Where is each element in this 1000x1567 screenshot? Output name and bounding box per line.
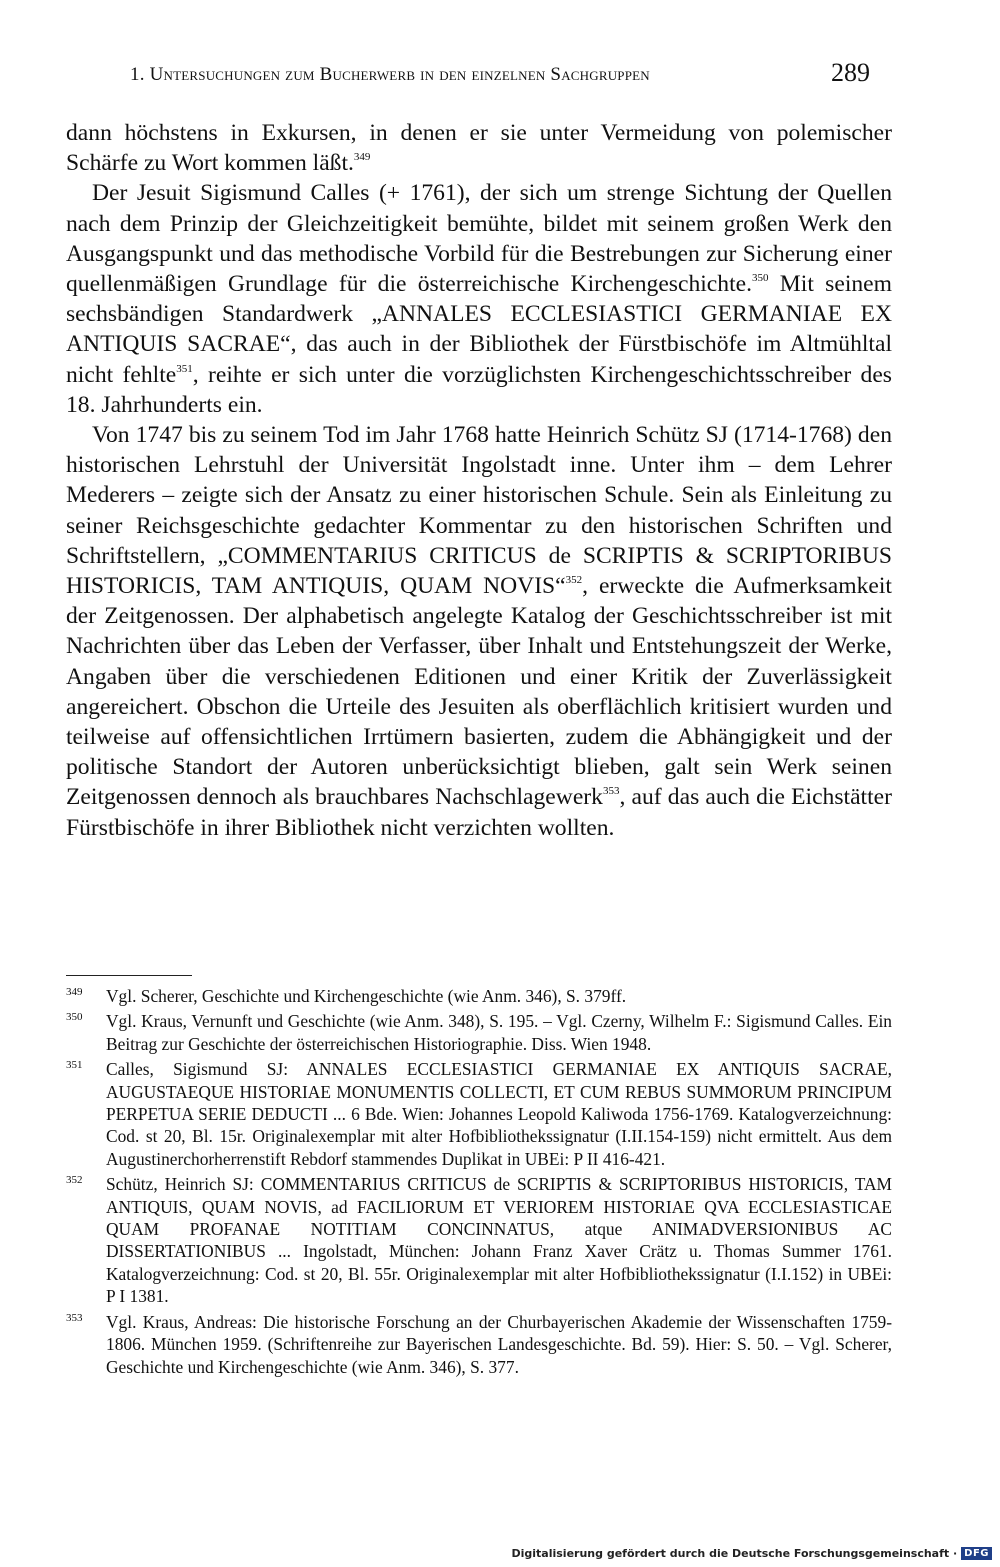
footnote-ref: 353 (602, 785, 620, 798)
paragraph-1 (66, 118, 892, 178)
footnote-text: Schütz, Heinrich SJ: COMMENTARIUS CRITICUS de SCRIPTIS & SCRIPTORIBUS HISTORICIS, TAM ANTIQUIS, QUAM NOVIS, ad FACILIORUM ET VERIOREM HISTORIAE QVA ECCLESIASTICAE QUAM PROFANAE NOTITIAM CONCINNATUS, atque ANIMADVERSIONIBUS AC DISSERTATIONIBUS ... Ingolstadt, München: Johann Franz Xaver Crätz u. Thomas Summer 1761. Katalogverzeichnung: Cod. st 20, Bl. 55r. Originalexemplar mit alter Hofbibliothekssignatur (I.I.152) in UBEi: P I 1381. (106, 1174, 892, 1307)
footnotes (66, 985, 892, 1381)
paragraph-text: dann höchstens in Exkursen, in denen er sie unter Vermeidung von polemischer Schärfe zu Wort kommen läßt. (66, 120, 892, 177)
footnote-ref: 351 (176, 362, 193, 375)
footnote-number: 352 (66, 1174, 83, 1187)
dfg-logo: DFG (961, 1547, 992, 1560)
paragraph-3 (66, 420, 892, 843)
running-header (130, 58, 870, 92)
footnote-ref: 352 (565, 574, 583, 587)
footnote-divider (66, 975, 192, 976)
footnote-text: Vgl. Kraus, Vernunft und Geschichte (wie Anm. 348), S. 195. – Vgl. Czerny, Wilhelm F.: Sigismund Calles. Ein Beitrag zur Geschichte der österreichischen Historiographie. Diss. Wien 1948. (106, 1011, 892, 1054)
footnote-text: Vgl. Scherer, Geschichte und Kirchengeschichte (wie Anm. 346), S. 379ff. (106, 986, 627, 1006)
credit-text: Digitalisierung gefördert durch die Deutsche Forschungsgemeinschaft · (511, 1546, 958, 1560)
footnote-ref: 349 (353, 151, 371, 164)
paragraph-2 (66, 178, 892, 420)
footnote-number: 351 (66, 1059, 83, 1072)
main-text (66, 118, 892, 843)
footnote-number: 350 (66, 1011, 83, 1024)
footnote-349 (66, 985, 892, 1007)
footnote-number: 349 (66, 986, 83, 998)
footnote-353 (66, 1311, 892, 1378)
footnote-number: 353 (66, 1311, 83, 1324)
footnote-351 (66, 1058, 892, 1170)
footnote-text: Calles, Sigismund SJ: ANNALES ECCLESIASTICI GERMANIAE EX ANTIQUIS SACRAE, AUGUSTAEQUE HISTORIAE MONUMENTIS COLLECTI, ET CUM REBUS SUMMORUM PRINCIPUM PERPETUA SERIE DEDUCTI ... 6 Bde. Wien: Johannes Leopold Kaliwoda 1756-1769. Katalogverzeichnung: Cod. st 20, Bl. 15r. Originalexemplar mit alter Hofbibliothekssignatur (I.II.154-159) nicht ermittelt. Aus dem Augustinerchorherrenstift Rebdorf stammendes Duplikat in UBEi: P II 416-421. (106, 1059, 892, 1169)
paragraph-text: , reihte er sich unter die vorzüglichsten Kirchengeschichtsschreiber des 18. Jahrhunderts ein. (66, 361, 892, 418)
footnote-350 (66, 1010, 892, 1055)
digitization-credit (511, 1545, 992, 1561)
paragraph-text: Mit seinem sechsbändigen Standardwerk „ANNALES ECCLESIASTICI GERMANIAE EX ANTIQUIS SACRAE“, das auch in der Bibliothek der Fürstbischöfe im Altmühltal nicht fehlte (66, 271, 892, 388)
running-title: 1. Untersuchungen zum Bucherwerb in den einzelnen Sachgruppen (130, 64, 650, 85)
paragraph-text: , erweckte die Aufmerksamkeit der Zeitgenossen. Der alphabetisch angelegte Katalog der Geschichtsschreiber ist mit Nachrichten über das Leben der Verfasser, über Inhalt und Entstehungszeit der Werke, Angaben über die verschiedenen Editionen und einer Kritik der Zuverlässigkeit angereichert. Obschon die Urteile des Jesuiten als oberflächlich kritisiert wurden und teilweise auf offensichtlichen Irrtümern basierten, zudem die Abhängigkeit und der politische Standort der Autoren unberücksichtigt blieben, galt sein Werk seinen Zeitgenossen dennoch als brauchbares Nachschlagewerk (66, 573, 892, 811)
paragraph-text: Der Jesuit Sigismund Calles (+ 1761), der sich um strenge Sichtung der Quellen nach dem Prinzip der Gleichzeitigkeit bemühte, bildet mit seinem großen Werk den Ausgangspunkt und das methodische Vorbild für die Bestrebungen zur Sicherung einer quellenmäßigen Grundlage für die österreichische Kirchengeschichte. (66, 180, 892, 298)
paragraph-text: Von 1747 bis zu seinem Tod im Jahr 1768 hatte Heinrich Schütz SJ (1714-1768) den historischen Lehrstuhl der Universität Ingolstadt inne. Unter ihm – dem Lehrer Mederers – zeigte sich der Ansatz zu einer historischen Schule. Sein als Einleitung zu seiner Reichsgeschichte gedachter Kommentar zu den historischen Schriften und Schriftstellern, „COMMENTARIUS CRITICUS de SCRIPTIS & SCRIPTORIBUS HISTORICIS, TAM ANTIQUIS, QUAM NOVIS“ (66, 422, 892, 600)
paragraph-text: , auf das auch die Eichstätter Fürstbischöfe in ihrer Bibliothek nicht verzichten wollten. (66, 784, 892, 841)
footnote-text: Vgl. Kraus, Andreas: Die historische Forschung an der Churbayerischen Akademie der Wissenschaften 1759-1806. München 1959. (Schriftenreihe zur Bayerischen Landesgeschichte. Bd. 59). Hier: S. 50. – Vgl. Scherer, Geschichte und Kirchengeschichte (wie Anm. 346), S. 377. (106, 1311, 892, 1377)
page-number: 289 (831, 58, 870, 87)
footnote-ref: 350 (752, 272, 769, 285)
footnote-352 (66, 1173, 892, 1307)
